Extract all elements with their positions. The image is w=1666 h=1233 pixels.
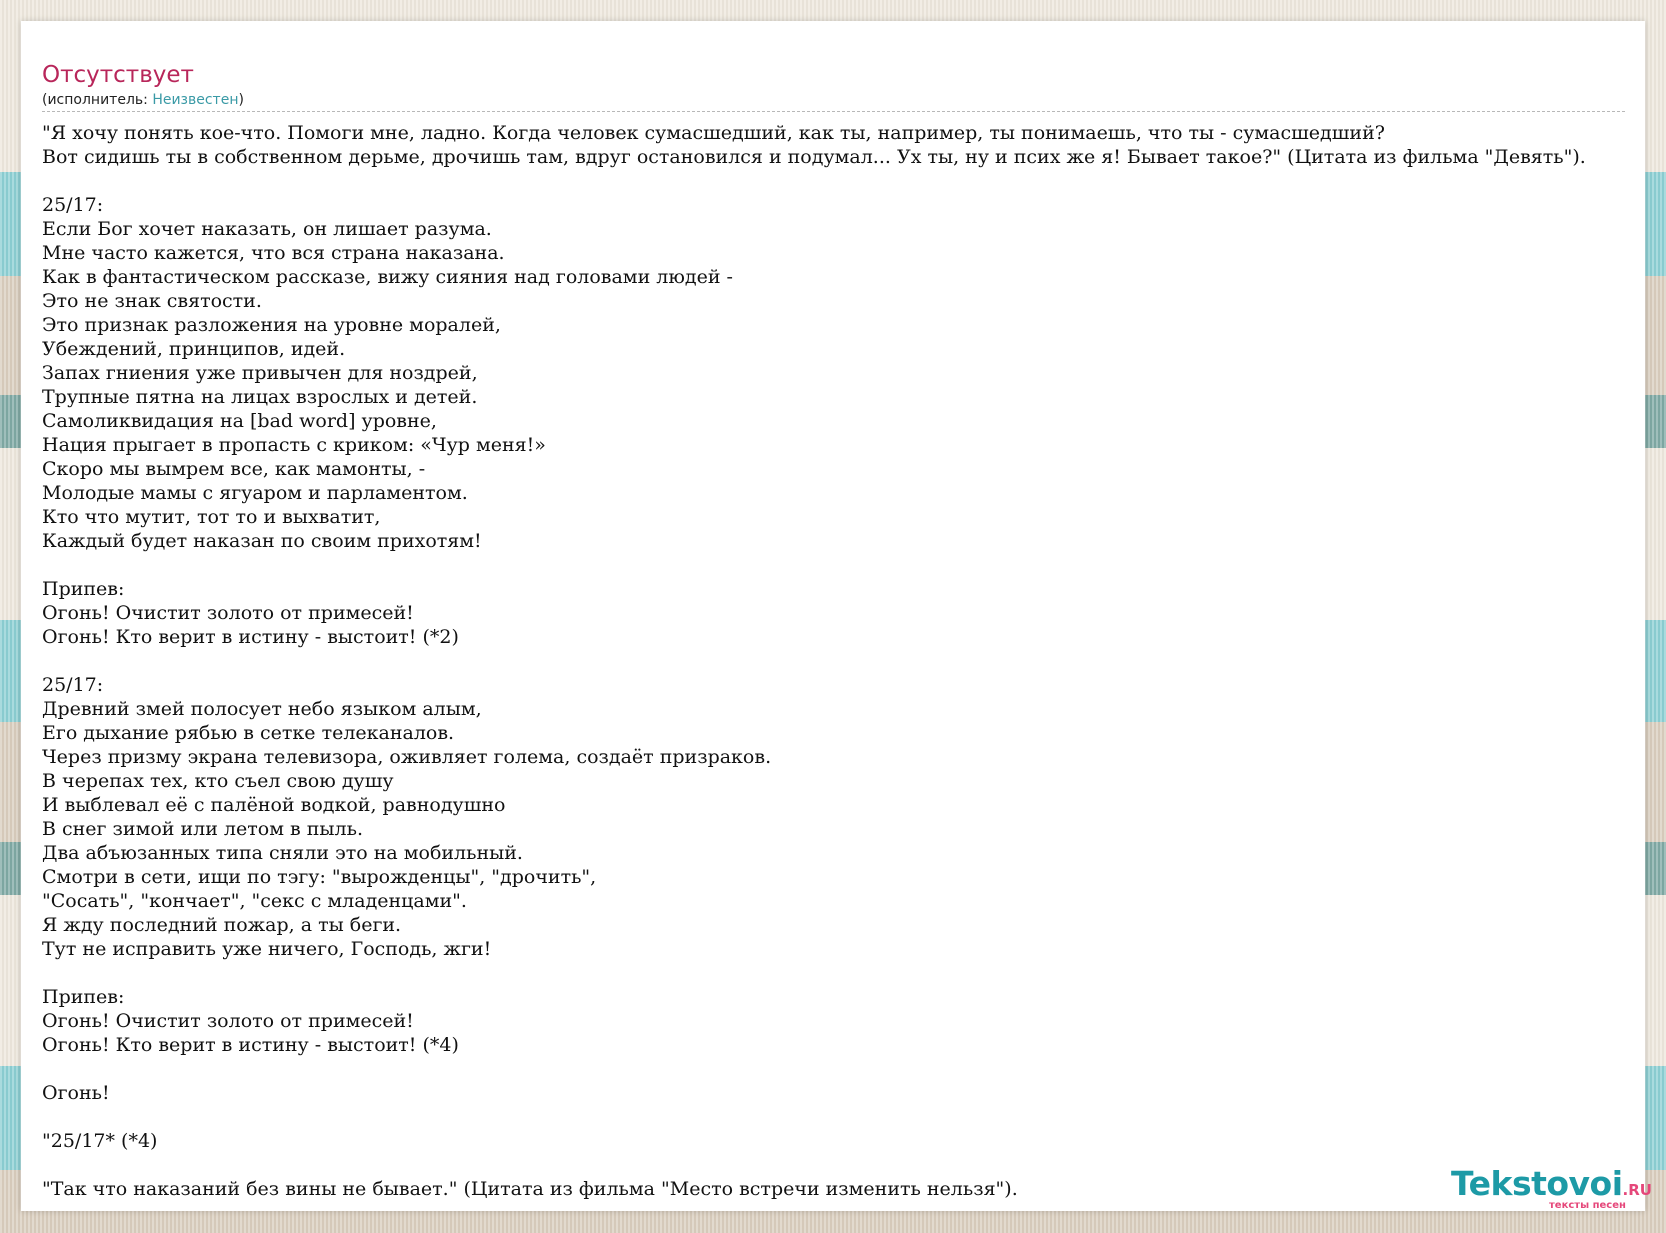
logo-main-text: Tekstovoi [1451, 1164, 1623, 1203]
site-logo[interactable] [1451, 1164, 1651, 1224]
logo-suffix: .RU [1622, 1181, 1652, 1199]
artist-link[interactable]: Неизвестен [152, 92, 239, 108]
artist-line [42, 91, 244, 109]
song-header [42, 41, 1625, 112]
lyrics-text: "Я хочу понять кое-что. Помоги мне, ладно. Когда человек сумасшедший, как ты, например, ты понимаешь, что ты - сумасшедший? Вот сидишь ты в собственном дерьме, дрочишь там, вдруг остановился и подумал... Ух ты, ну и псих же я! Бывает такое?" (Цитата из фильма "Девять"). 25/17: Если Бог хочет наказать, он лишает разума. Мне часто кажется, что вся страна наказана. Как в фантастическом рассказе, вижу сияния над головами людей - Это не знак святости. Это признак разложения на уровне моралей, Убеждений, принципов, идей. Запах гниения уже привычен для ноздрей, Трупные пятна на лицах взрослых и детей. Самоликвидация на [bad word] уровне, Нация прыгает в пропасть с криком: «Чур меня!» Скоро мы вымрем все, как мамонты, - Молодые мамы с ягуаром и парламентом. Кто что мутит, тот то и выхватит, Каждый будет наказан по своим прихотям! Припев: Огонь! Очистит золото от примесей! Огонь! Кто верит в истину - выстоит! (*2) 25/17: Древний змей полосует небо языком алым, Его дыхание рябью в сетке телеканалов. Через призму экрана телевизора, оживляет голема, создаёт призраков. В черепах тех, кто съел свою душу И выблевал её с палёной водкой, равнодушно В снег зимой или летом в пыль. Два абъюзанных типа сняли это на мобильный. Смотри в сети, ищи по тэгу: "вырожденцы", "дрочить", "Сосать", "кончает", "секс с младенцами". Я жду последний пожар, а ты беги. Тут не исправить уже ничего, Господь, жги! Припев: Огонь! Очистит золото от примесей! Огонь! Кто верит в истину - выстоит! (*4) Огонь! "25/17* (*4) "Так что наказаний без вины не бывает." (Цитата из фильма "Место встречи изменить нельзя"). [42, 122, 1586, 1200]
artist-prefix: (исполнитель: [42, 92, 153, 108]
song-title: Отсутствует [42, 62, 194, 88]
content-panel [21, 21, 1652, 1211]
logo-tagline: тексты песен [1549, 1200, 1626, 1211]
artist-suffix: ) [238, 92, 244, 108]
